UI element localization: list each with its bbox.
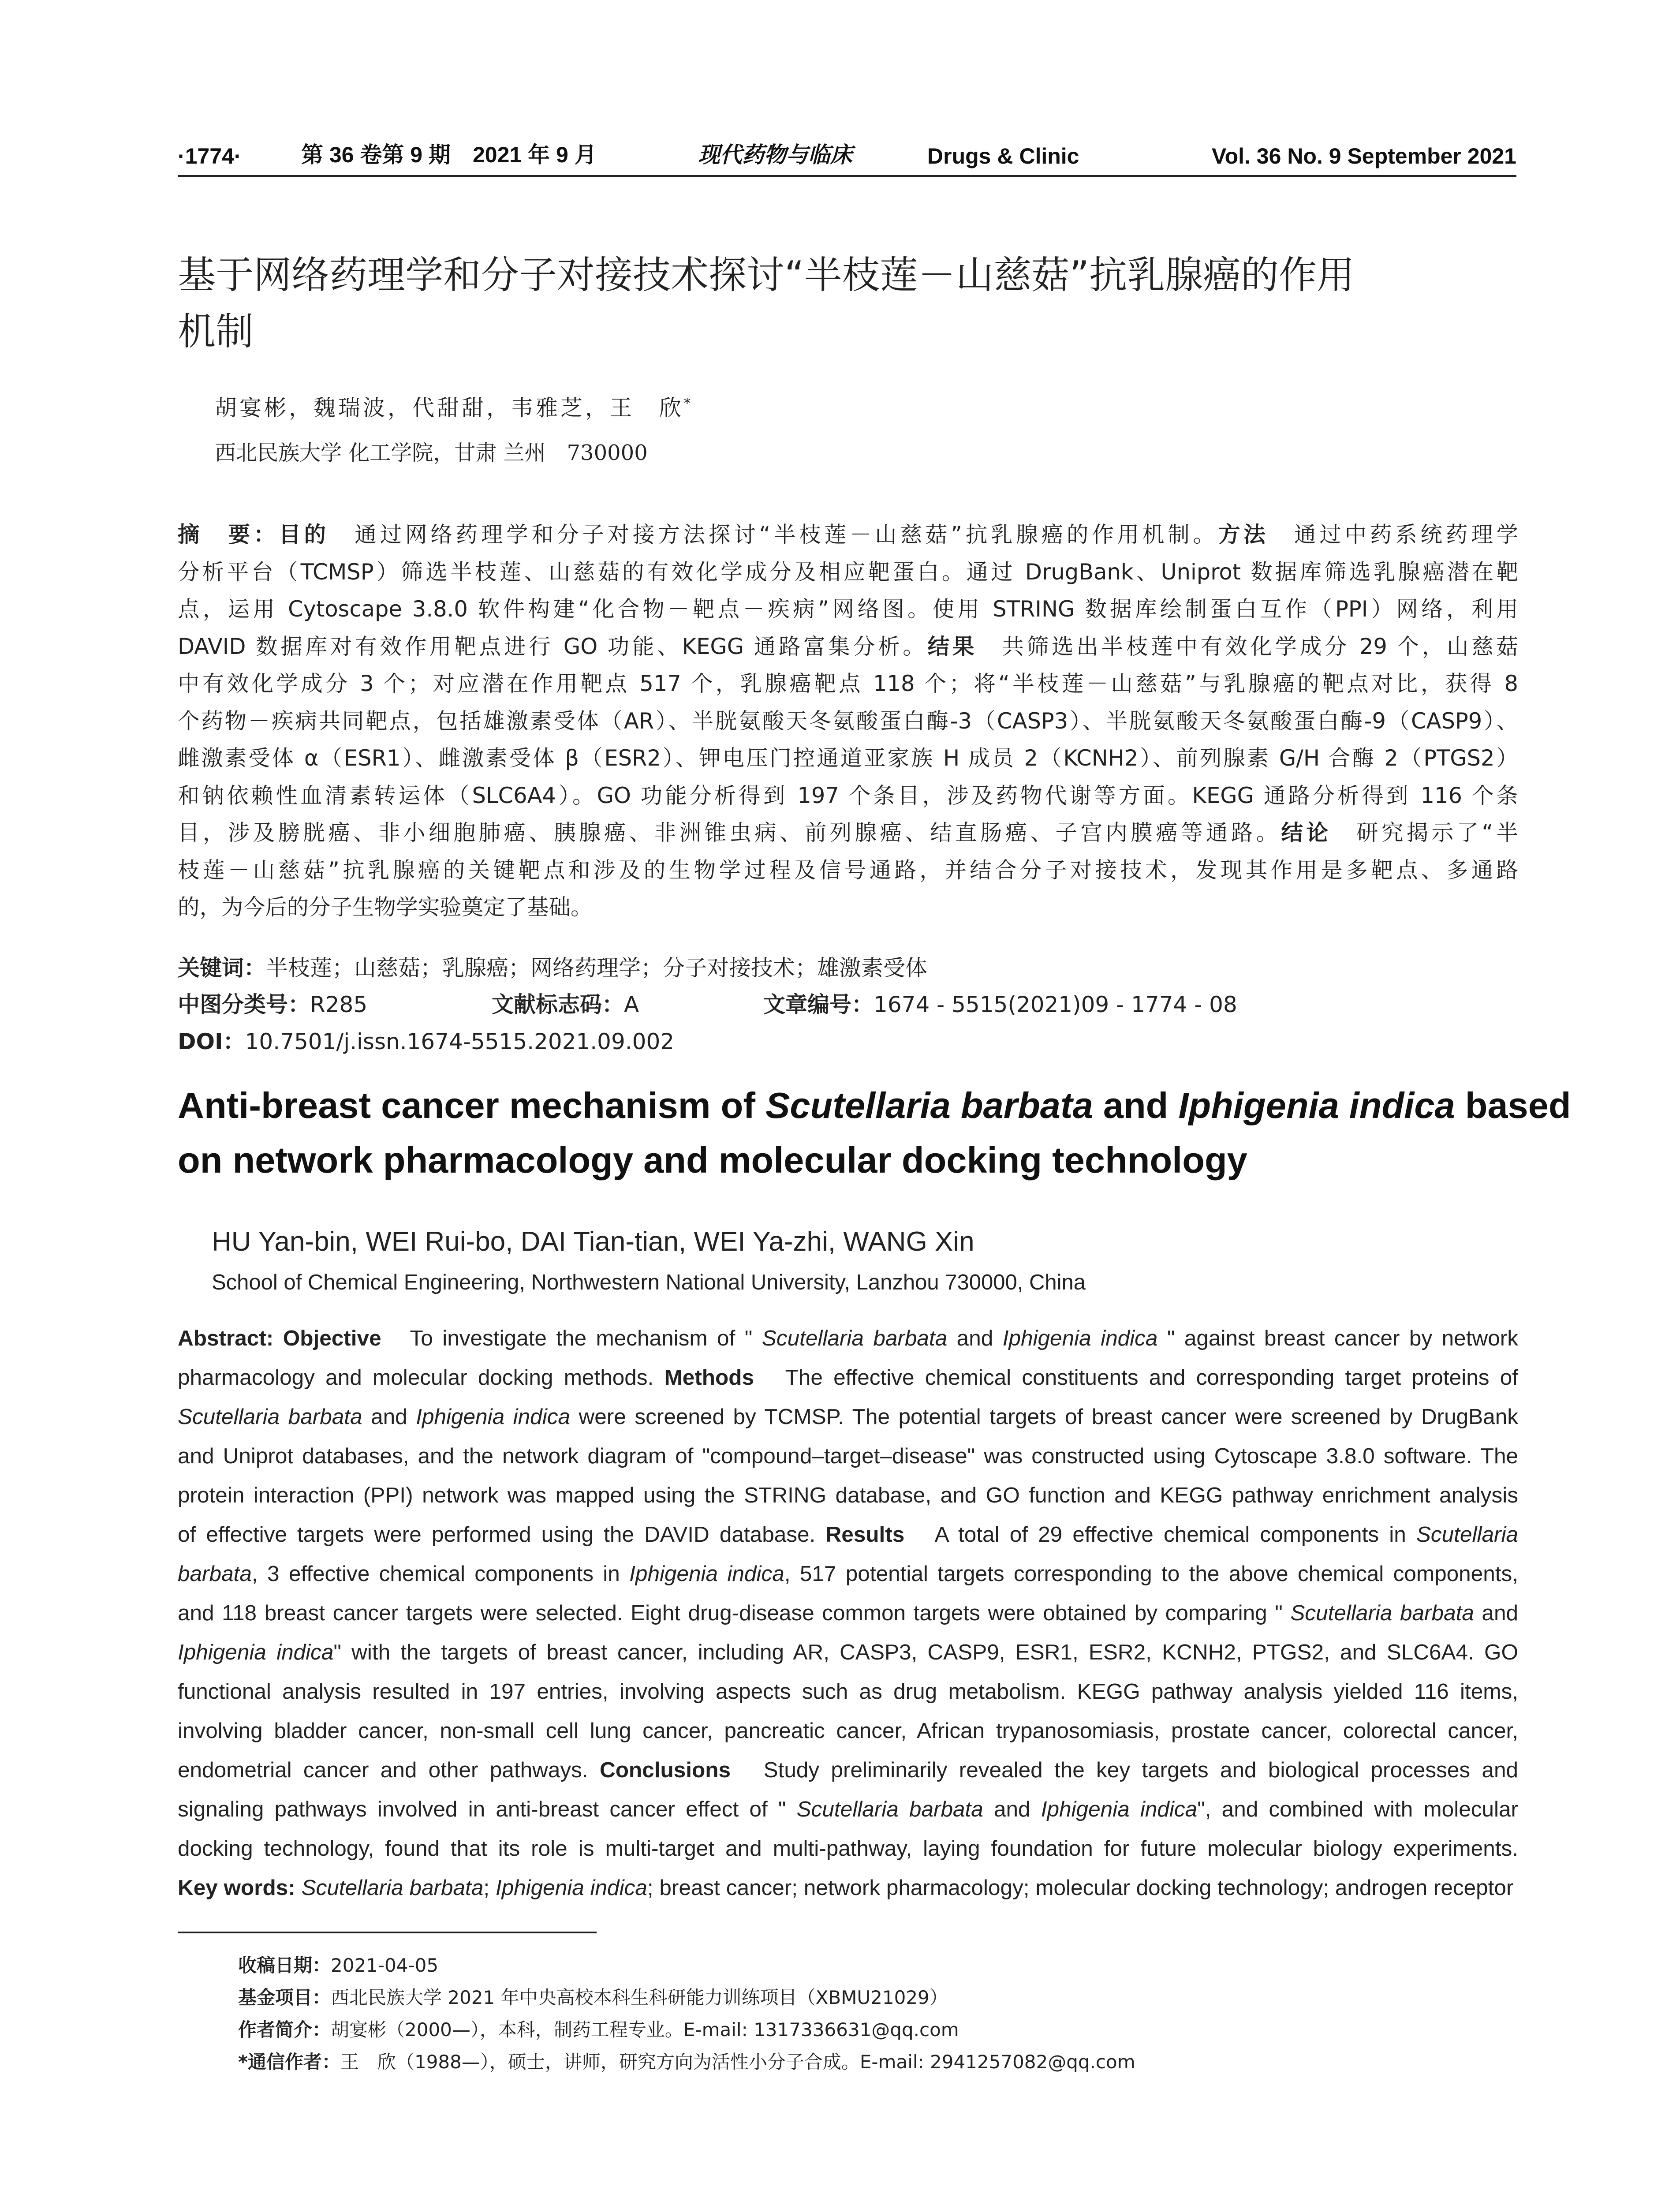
chinese-keywords <box>178 950 1518 982</box>
cn-text: 目，涉及膀胱癌、非小细胞肺癌、胰腺癌、非洲锥虫病、前列腺癌、结直肠癌、子宫内膜癌等通路。 <box>178 820 1281 845</box>
english-affiliation: School of Chemical Engineering, Northwestern National University, Lanzhou 730000, China <box>212 1271 1086 1294</box>
species-name: Iphigenia indica <box>178 1640 334 1664</box>
en-abstract-line <box>178 1633 1518 1672</box>
en-text: To investigate the mechanism of " <box>410 1326 762 1350</box>
doi-label: DOI： <box>178 1029 245 1054</box>
cn-text: 研究揭示了“半 <box>1356 820 1519 845</box>
header-page-number: ·1774· <box>178 144 242 168</box>
title-species: Iphigenia indica <box>1178 1085 1455 1126</box>
fund-value: 西北民族大学 2021 年中央高校本科生科研能力训练项目（XBMU21029） <box>331 1987 948 2008</box>
en-text: , 3 effective chemical components in <box>251 1562 630 1586</box>
species-name: Scutellaria barbata <box>762 1326 948 1350</box>
species-name: Iphigenia indica <box>416 1405 570 1429</box>
en-text: The effective chemical constituents and corresponding target proteins of <box>785 1365 1519 1390</box>
en-text: ; breast cancer; network pharmacology; molecular docking technology; androgen receptor <box>647 1876 1514 1900</box>
en-text: Study preliminarily revealed the key targets and biological processes and <box>763 1758 1519 1782</box>
doi-value: 10.7501/j.issn.1674-5515.2021.09.002 <box>245 1029 675 1054</box>
bio-label: 作者简介： <box>238 2019 331 2041</box>
species-name-part: barbata <box>178 1562 252 1586</box>
corresponding-mark: * <box>684 396 693 411</box>
en-text: and <box>947 1326 1003 1350</box>
bio-value: 胡宴彬（2000—），本科，制药工程专业。E-mail: 1317336631@qq.com <box>331 2019 959 2041</box>
en-abstract-line <box>178 1397 1518 1436</box>
en-text: , 517 potential targets corresponding to the above chemical components, <box>784 1562 1518 1586</box>
cn-text: DAVID 数据库对有效作用靶点进行 GO 功能、KEGG 通路富集分析。 <box>178 633 928 659</box>
title-text: based <box>1455 1085 1571 1126</box>
corr-label: *通信作者： <box>238 2051 340 2073</box>
species-name: Iphigenia indica <box>495 1876 647 1900</box>
en-abstract-line <box>178 1593 1518 1633</box>
received-label: 收稿日期： <box>238 1955 331 1976</box>
classification-line <box>178 987 1518 1019</box>
en-text: and <box>1474 1601 1519 1625</box>
results-label: Results <box>825 1522 905 1547</box>
abstract-label: Abstract: <box>178 1326 274 1350</box>
english-title-line-2: on network pharmacology and molecular docking technology <box>178 1140 1247 1181</box>
cn-results-label: 结果 <box>927 633 978 659</box>
footnote-bio <box>238 2014 1517 2046</box>
cn-abstract-line: 的，为今后的分子生物学实验奠定了基础。 <box>178 894 593 920</box>
chinese-affiliation: 西北民族大学 化工学院，甘肃 兰州 730000 <box>215 441 648 465</box>
cn-text: 通过中药系统药理学 <box>1294 522 1519 547</box>
en-text: and <box>983 1797 1041 1821</box>
title-text: and <box>1093 1085 1179 1126</box>
chinese-title-line-2: 机制 <box>178 310 254 354</box>
footnote-corresponding <box>238 2046 1517 2078</box>
title-species: Scutellaria barbata <box>765 1085 1093 1126</box>
en-abstract-line: involving bladder cancer, non-small cell lung cancer, pancreatic cancer, African trypanosomiasis, prostate cancer, colorectal cancer, <box>178 1719 1518 1743</box>
cn-text: 共筛选出半枝莲中有效化学成分 29 个，山慈菇 <box>1002 633 1519 659</box>
species-name: Scutellaria barbata <box>301 1876 484 1900</box>
english-title-line-1 <box>178 1078 1571 1133</box>
footnote-divider <box>178 1932 597 1933</box>
en-text: " against breast cancer by network <box>1157 1326 1518 1350</box>
en-text: were screened by TCMSP. The potential targets of breast cancer were screened by DrugBank <box>570 1405 1518 1429</box>
fund-label: 基金项目： <box>238 1987 331 2008</box>
en-text: A total of 29 effective chemical components in <box>934 1522 1416 1547</box>
title-text: Anti-breast cancer mechanism of <box>178 1085 766 1126</box>
species-name: Scutellaria barbata <box>1290 1601 1474 1625</box>
species-name: Scutellaria barbata <box>796 1797 983 1821</box>
cn-abstract-line: 中有效化学成分 3 个；对应潜在作用靶点 517 个，乳腺癌靶点 118 个；将“半枝莲－山慈菇”与乳腺癌的靶点对比，获得 8 <box>178 671 1518 696</box>
en-abstract-line <box>178 1750 1518 1790</box>
en-abstract-line: docking technology, found that its role is multi-target and multi-pathway, laying foundation for future molecular biology experiments. <box>178 1836 1518 1861</box>
cn-abstract-line: 分析平台（TCMSP）筛选半枝莲、山慈菇的有效化学成分及相应靶蛋白。通过 DrugBank、Uniprot 数据库筛选乳腺癌潜在靶 <box>178 559 1518 585</box>
cn-methods-label: 方法 <box>1218 522 1269 547</box>
english-authors: HU Yan-bin, WEI Rui-bo, DAI Tian-tian, WEI Ya-zhi, WANG Xin <box>212 1226 974 1257</box>
species-name: Iphigenia indica <box>1002 1326 1158 1350</box>
cn-abstract-line: 和钠依赖性血清素转运体（SLC6A4）。GO 功能分析得到 197 个条目，涉及药物代谢等方面。KEGG 通路分析得到 116 个条 <box>178 782 1518 808</box>
header-volume: Vol. 36 No. 9 September 2021 <box>1211 144 1516 168</box>
chinese-abstract <box>178 516 1518 926</box>
species-name: Scutellaria barbata <box>178 1405 362 1429</box>
en-text: and 118 breast cancer targets were selected. Eight drug-disease common targets were obtained by comparing " <box>178 1601 1291 1625</box>
en-text: " with the targets of breast cancer, including AR, CASP3, CASP9, ESR1, ESR2, KCNH2, PTGS2, and SLC6A4. GO <box>333 1640 1519 1664</box>
en-abstract-line: and Uniprot databases, and the network diagram of "compound–target–disease" was constructed using Cytoscape 3.8.0 software. The <box>178 1444 1518 1468</box>
en-text: pharmacology and molecular docking methods. <box>178 1365 654 1390</box>
english-title <box>178 1078 1571 1188</box>
footnote-received <box>238 1949 1517 1981</box>
cn-abstract-line: 个药物－疾病共同靶点，包括雄激素受体（AR）、半胱氨酸天冬氨酸蛋白酶-3（CASP3）、半胱氨酸天冬氨酸蛋白酶-9（CASP9）、 <box>178 708 1518 734</box>
cn-abstract-line: 雌激素受体 α（ESR1）、雌激素受体 β（ESR2）、钾电压门控通道亚家族 H 成员 2（KCNH2）、前列腺素 G/H 合酶 2（PTGS2） <box>178 745 1518 771</box>
cn-objective-label: 目的 <box>279 522 329 547</box>
cn-abstract-line <box>178 814 1518 852</box>
cn-conclusion-label: 结论 <box>1281 820 1332 845</box>
cn-abstract-line: 点，运用 Cytoscape 3.8.0 软件构建“化合物－靶点－疾病”网络图。使用 STRING 数据库绘制蛋白互作（PPI）网络，利用 <box>178 596 1518 622</box>
cn-text: 通过网络药理学和分子对接方法探讨“半枝莲－山慈菇”抗乳腺癌的作用机制。 <box>355 522 1218 547</box>
cn-abstract-line <box>178 628 1518 665</box>
species-name: Iphigenia indica <box>1041 1797 1198 1821</box>
chinese-title <box>178 247 1518 360</box>
doi-line <box>178 1024 1518 1056</box>
article-no-value: 1674 - 5515(2021)09 - 1774 - 08 <box>874 992 1237 1017</box>
chinese-title-line-1: 基于网络药理学和分子对接技术探讨“半枝莲－山慈菇”抗乳腺癌的作用 <box>178 253 1355 297</box>
en-abstract-line <box>178 1358 1518 1397</box>
en-abstract-line: protein interaction (PPI) network was mapped using the STRING database, and GO function and KEGG pathway enrichment analysis <box>178 1483 1518 1507</box>
en-text: ; <box>483 1876 496 1900</box>
keywords-label: Key words: <box>178 1876 295 1900</box>
methods-label: Methods <box>664 1365 754 1390</box>
species-name-part: Scutellaria <box>1416 1522 1519 1547</box>
keywords-text: 半枝莲；山慈菇；乳腺癌；网络药理学；分子对接技术；雄激素受体 <box>266 955 927 981</box>
cn-abstract-line <box>178 516 1518 553</box>
chinese-author-list: 胡宴彬，魏瑞波，代甜甜，韦雅芝，王 欣 <box>215 395 684 421</box>
objective-label: Objective <box>283 1326 381 1350</box>
en-abstract-line <box>178 1554 1518 1593</box>
cn-abstract-line: 枝莲－山慈菇”抗乳腺癌的关键靶点和涉及的生物学过程及信号通路，并结合分子对接技术，发现其作用是多靶点、多通路 <box>178 857 1518 883</box>
cn-abstract-label: 摘 要： <box>178 522 279 547</box>
running-header <box>178 142 1516 177</box>
header-journal-cn: 现代药物与临床 <box>698 142 852 168</box>
en-text: signaling pathways involved in anti-breast cancer effect of " <box>178 1797 797 1821</box>
keywords-label: 关键词： <box>178 955 266 981</box>
english-abstract <box>178 1319 1518 1907</box>
en-text: ", and combined with molecular <box>1197 1797 1519 1821</box>
received-value: 2021-04-05 <box>331 1955 439 1976</box>
corr-value: 王 欣（1988—），硕士，讲师，研究方向为活性小分子合成。E-mail: 2941257082@qq.com <box>340 2051 1135 2073</box>
chinese-authors <box>215 390 693 422</box>
doc-code-value: A <box>624 992 639 1017</box>
en-text: endometrial cancer and other pathways. <box>178 1758 588 1782</box>
doc-code-label: 文献标志码： <box>492 992 624 1017</box>
article-no-label: 文章编号： <box>763 992 874 1017</box>
en-abstract-line <box>178 1790 1518 1829</box>
en-abstract-line <box>178 1319 1518 1358</box>
clc-value: R285 <box>310 992 368 1017</box>
species-name: Iphigenia indica <box>629 1562 784 1586</box>
en-abstract-line: functional analysis resulted in 197 entries, involving aspects such as drug metabolism. KEGG pathway analysis yielded 116 items, <box>178 1679 1518 1704</box>
en-abstract-line <box>178 1515 1518 1554</box>
en-text: of effective targets were performed using the DAVID database. <box>178 1522 816 1547</box>
conclusions-label: Conclusions <box>599 1758 731 1782</box>
header-issue: 第 36 卷第 9 期 2021 年 9 月 <box>301 142 597 167</box>
en-text: and <box>362 1405 416 1429</box>
header-journal-en: Drugs & Clinic <box>927 144 1079 168</box>
footnote-fund <box>238 1981 1517 2014</box>
clc-label: 中图分类号： <box>178 992 310 1017</box>
footnotes <box>238 1949 1517 2078</box>
en-keywords-line <box>178 1868 1518 1907</box>
